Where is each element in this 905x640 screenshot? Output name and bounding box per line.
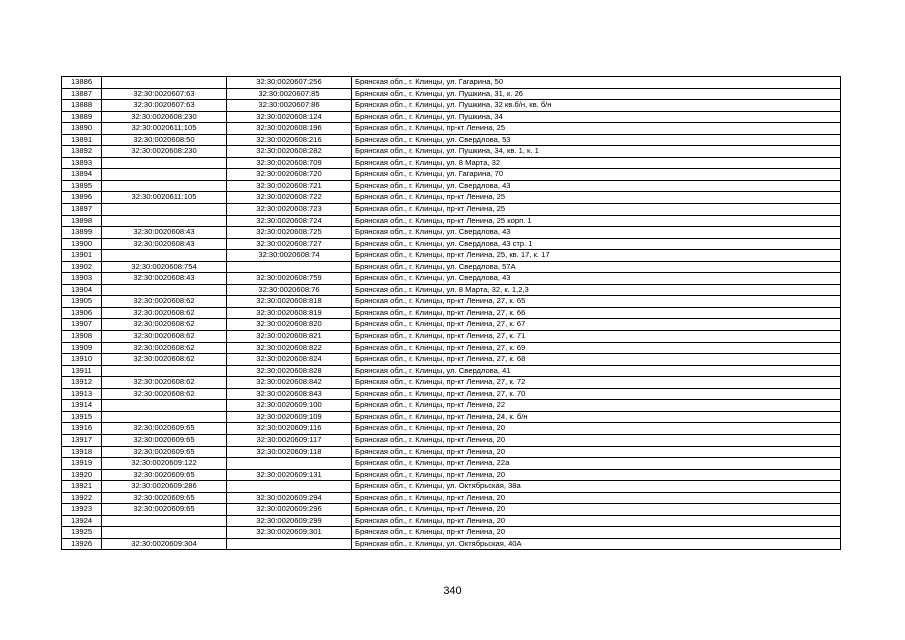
row-number-cell: 13921 xyxy=(62,481,102,493)
cadastral-number-cell xyxy=(227,481,352,493)
table-row xyxy=(62,492,841,504)
table-row xyxy=(62,411,841,423)
row-number-cell: 13926 xyxy=(62,538,102,550)
address-cell: Брянская обл., г. Клинцы, пр-кт Ленина, 20 xyxy=(352,527,841,539)
parent-cadastral-number-cell xyxy=(102,157,227,169)
table-row xyxy=(62,388,841,400)
parent-cadastral-number-cell xyxy=(102,169,227,181)
parent-cadastral-number-cell: 32:30:0020608:62 xyxy=(102,307,227,319)
table-row xyxy=(62,227,841,239)
row-number-cell: 13899 xyxy=(62,227,102,239)
parent-cadastral-number-cell xyxy=(102,204,227,216)
address-cell: Брянская обл., г. Клинцы, пр-кт Ленина, 27, к. 65 xyxy=(352,296,841,308)
parent-cadastral-number-cell: 32:30:0020609:65 xyxy=(102,469,227,481)
cadastral-number-cell: 32:30:0020608:843 xyxy=(227,388,352,400)
table-row xyxy=(62,296,841,308)
address-cell: Брянская обл., г. Клинцы, пр-кт Ленина, 25 xyxy=(352,192,841,204)
table-row xyxy=(62,538,841,550)
row-number-cell: 13894 xyxy=(62,169,102,181)
row-number-cell: 13907 xyxy=(62,319,102,331)
address-cell: Брянская обл., г. Клинцы, ул. Свердлова, 43 xyxy=(352,227,841,239)
table-row xyxy=(62,77,841,89)
cadastral-number-cell: 32:30:0020609:294 xyxy=(227,492,352,504)
row-number-cell: 13914 xyxy=(62,400,102,412)
cadastral-number-cell: 32:30:0020609:118 xyxy=(227,446,352,458)
row-number-cell: 13896 xyxy=(62,192,102,204)
table-row xyxy=(62,261,841,273)
row-number-cell: 13890 xyxy=(62,123,102,135)
row-number-cell: 13888 xyxy=(62,100,102,112)
cadastral-number-cell: 32:30:0020608:76 xyxy=(227,284,352,296)
parent-cadastral-number-cell xyxy=(102,180,227,192)
cadastral-number-cell: 32:30:0020607:85 xyxy=(227,88,352,100)
cadastral-number-cell: 32:30:0020608:124 xyxy=(227,111,352,123)
cadastral-number-cell: 32:30:0020608:725 xyxy=(227,227,352,239)
table-row xyxy=(62,157,841,169)
table-row xyxy=(62,192,841,204)
cadastral-number-cell: 32:30:0020608:723 xyxy=(227,204,352,216)
row-number-cell: 13898 xyxy=(62,215,102,227)
address-cell: Брянская обл., г. Клинцы, ул. Пушкина, 32 кв.б/н, кв. б/н xyxy=(352,100,841,112)
address-cell: Брянская обл., г. Клинцы, пр-кт Ленина, 27, к. 68 xyxy=(352,354,841,366)
address-cell: Брянская обл., г. Клинцы, ул. Пушкина, 31, к. 26 xyxy=(352,88,841,100)
cadastral-number-cell: 32:30:0020609:100 xyxy=(227,400,352,412)
cadastral-number-cell: 32:30:0020608:282 xyxy=(227,146,352,158)
row-number-cell: 13903 xyxy=(62,273,102,285)
cadastral-number-cell: 32:30:0020608:822 xyxy=(227,342,352,354)
table-row xyxy=(62,504,841,516)
table-row xyxy=(62,180,841,192)
address-cell: Брянская обл., г. Клинцы, ул. Пушкина, 34, кв. 1, к. 1 xyxy=(352,146,841,158)
row-number-cell: 13915 xyxy=(62,411,102,423)
table-row xyxy=(62,215,841,227)
parent-cadastral-number-cell xyxy=(102,77,227,89)
table-row xyxy=(62,377,841,389)
cadastral-number-cell: 32:30:0020608:727 xyxy=(227,238,352,250)
table-row xyxy=(62,88,841,100)
row-number-cell: 13892 xyxy=(62,146,102,158)
parent-cadastral-number-cell: 32:30:0020607:63 xyxy=(102,100,227,112)
address-cell: Брянская обл., г. Клинцы, ул. Свердлова, 41 xyxy=(352,365,841,377)
row-number-cell: 13893 xyxy=(62,157,102,169)
row-number-cell: 13913 xyxy=(62,388,102,400)
row-number-cell: 13911 xyxy=(62,365,102,377)
parent-cadastral-number-cell: 32:30:0020609:65 xyxy=(102,492,227,504)
row-number-cell: 13917 xyxy=(62,434,102,446)
row-number-cell: 13912 xyxy=(62,377,102,389)
address-cell: Брянская обл., г. Клинцы, пр-кт Ленина, 27, к. 69 xyxy=(352,342,841,354)
cadastral-number-cell: 32:30:0020609:299 xyxy=(227,515,352,527)
parent-cadastral-number-cell: 32:30:0020611:105 xyxy=(102,192,227,204)
table-row xyxy=(62,273,841,285)
cadastral-number-cell: 32:30:0020608:721 xyxy=(227,180,352,192)
parent-cadastral-number-cell: 32:30:0020608:62 xyxy=(102,296,227,308)
row-number-cell: 13918 xyxy=(62,446,102,458)
row-number-cell: 13925 xyxy=(62,527,102,539)
row-number-cell: 13902 xyxy=(62,261,102,273)
parent-cadastral-number-cell: 32:30:0020609:286 xyxy=(102,481,227,493)
cadastral-number-cell: 32:30:0020608:828 xyxy=(227,365,352,377)
address-cell: Брянская обл., г. Клинцы, ул. Свердлова, 43 xyxy=(352,180,841,192)
address-cell: Брянская обл., г. Клинцы, пр-кт Ленина, 20 xyxy=(352,515,841,527)
address-cell: Брянская обл., г. Клинцы, пр-кт Ленина, 27, к. 67 xyxy=(352,319,841,331)
cadastral-number-cell: 32:30:0020608:759 xyxy=(227,273,352,285)
address-cell: Брянская обл., г. Клинцы, пр-кт Ленина, 22 xyxy=(352,400,841,412)
cadastral-table xyxy=(61,76,841,550)
table-row xyxy=(62,307,841,319)
table-row xyxy=(62,481,841,493)
row-number-cell: 13904 xyxy=(62,284,102,296)
parent-cadastral-number-cell: 32:30:0020608:43 xyxy=(102,273,227,285)
row-number-cell: 13922 xyxy=(62,492,102,504)
parent-cadastral-number-cell: 32:30:0020609:122 xyxy=(102,458,227,470)
parent-cadastral-number-cell: 32:30:0020608:50 xyxy=(102,134,227,146)
parent-cadastral-number-cell: 32:30:0020608:62 xyxy=(102,331,227,343)
parent-cadastral-number-cell: 32:30:0020611:105 xyxy=(102,123,227,135)
cadastral-number-cell: 32:30:0020609:301 xyxy=(227,527,352,539)
address-cell: Брянская обл., г. Клинцы, пр-кт Ленина, 25 xyxy=(352,123,841,135)
address-cell: Брянская обл., г. Клинцы, пр-кт Ленина, 20 xyxy=(352,469,841,481)
table-row xyxy=(62,400,841,412)
row-number-cell: 13923 xyxy=(62,504,102,516)
parent-cadastral-number-cell: 32:30:0020608:62 xyxy=(102,319,227,331)
address-cell: Брянская обл., г. Клинцы, пр-кт Ленина, 20 xyxy=(352,423,841,435)
address-cell: Брянская обл., г. Клинцы, ул. Свердлова, 53 xyxy=(352,134,841,146)
address-cell: Брянская обл., г. Клинцы, ул. 8 Марта, 32 xyxy=(352,157,841,169)
parent-cadastral-number-cell xyxy=(102,215,227,227)
address-cell: Брянская обл., г. Клинцы, ул. Октябрьская, 40А xyxy=(352,538,841,550)
row-number-cell: 13887 xyxy=(62,88,102,100)
address-cell: Брянская обл., г. Клинцы, пр-кт Ленина, 25 xyxy=(352,204,841,216)
table-row xyxy=(62,527,841,539)
address-cell: Брянская обл., г. Клинцы, пр-кт Ленина, 24, к. б/н xyxy=(352,411,841,423)
parent-cadastral-number-cell: 32:30:0020608:43 xyxy=(102,227,227,239)
parent-cadastral-number-cell: 32:30:0020608:754 xyxy=(102,261,227,273)
parent-cadastral-number-cell: 32:30:0020608:43 xyxy=(102,238,227,250)
cadastral-table-body xyxy=(62,77,841,550)
address-cell: Брянская обл., г. Клинцы, пр-кт Ленина, 20 xyxy=(352,434,841,446)
row-number-cell: 13900 xyxy=(62,238,102,250)
table-row xyxy=(62,469,841,481)
table-row xyxy=(62,354,841,366)
parent-cadastral-number-cell xyxy=(102,250,227,262)
parent-cadastral-number-cell: 32:30:0020609:65 xyxy=(102,434,227,446)
parent-cadastral-number-cell xyxy=(102,365,227,377)
cadastral-number-cell: 32:30:0020608:842 xyxy=(227,377,352,389)
cadastral-number-cell: 32:30:0020608:819 xyxy=(227,307,352,319)
address-cell: Брянская обл., г. Клинцы, пр-кт Ленина, 20 xyxy=(352,446,841,458)
parent-cadastral-number-cell: 32:30:0020609:65 xyxy=(102,446,227,458)
table-row xyxy=(62,111,841,123)
cadastral-number-cell: 32:30:0020608:709 xyxy=(227,157,352,169)
table-row xyxy=(62,284,841,296)
address-cell: Брянская обл., г. Клинцы, ул. Гагарина, 50 xyxy=(352,77,841,89)
address-cell: Брянская обл., г. Клинцы, пр-кт Ленина, 20 xyxy=(352,504,841,516)
cadastral-number-cell xyxy=(227,458,352,470)
address-cell: Брянская обл., г. Клинцы, ул. Октябрьская, 38а xyxy=(352,481,841,493)
parent-cadastral-number-cell: 32:30:0020607:63 xyxy=(102,88,227,100)
row-number-cell: 13924 xyxy=(62,515,102,527)
address-cell: Брянская обл., г. Клинцы, пр-кт Ленина, 22а xyxy=(352,458,841,470)
cadastral-number-cell: 32:30:0020608:74 xyxy=(227,250,352,262)
row-number-cell: 13895 xyxy=(62,180,102,192)
cadastral-number-cell: 32:30:0020609:296 xyxy=(227,504,352,516)
address-cell: Брянская обл., г. Клинцы, ул. Свердлова, 43 стр. 1 xyxy=(352,238,841,250)
table-row xyxy=(62,123,841,135)
parent-cadastral-number-cell: 32:30:0020608:62 xyxy=(102,388,227,400)
address-cell: Брянская обл., г. Клинцы, пр-кт Ленина, 27, к. 72 xyxy=(352,377,841,389)
address-cell: Брянская обл., г. Клинцы, ул. Гагарина, 70 xyxy=(352,169,841,181)
parent-cadastral-number-cell: 32:30:0020608:62 xyxy=(102,354,227,366)
table-row xyxy=(62,331,841,343)
address-cell: Брянская обл., г. Клинцы, пр-кт Ленина, 27, к. 66 xyxy=(352,307,841,319)
cadastral-number-cell: 32:30:0020608:824 xyxy=(227,354,352,366)
address-cell: Брянская обл., г. Клинцы, ул. Свердлова, 57А xyxy=(352,261,841,273)
table-row xyxy=(62,204,841,216)
table-row xyxy=(62,250,841,262)
row-number-cell: 13909 xyxy=(62,342,102,354)
cadastral-number-cell: 32:30:0020608:720 xyxy=(227,169,352,181)
cadastral-number-cell: 32:30:0020608:820 xyxy=(227,319,352,331)
address-cell: Брянская обл., г. Клинцы, пр-кт Ленина, 27, к. 71 xyxy=(352,331,841,343)
cadastral-number-cell: 32:30:0020608:724 xyxy=(227,215,352,227)
row-number-cell: 13891 xyxy=(62,134,102,146)
address-cell: Брянская обл., г. Клинцы, пр-кт Ленина, 27, к. 70 xyxy=(352,388,841,400)
address-cell: Брянская обл., г. Клинцы, ул. Пушкина, 34 xyxy=(352,111,841,123)
row-number-cell: 13901 xyxy=(62,250,102,262)
parent-cadastral-number-cell: 32:30:0020608:62 xyxy=(102,342,227,354)
parent-cadastral-number-cell xyxy=(102,411,227,423)
row-number-cell: 13897 xyxy=(62,204,102,216)
address-cell: Брянская обл., г. Клинцы, пр-кт Ленина, 25, кв. 17, к. 17 xyxy=(352,250,841,262)
parent-cadastral-number-cell: 32:30:0020608:62 xyxy=(102,377,227,389)
parent-cadastral-number-cell xyxy=(102,284,227,296)
parent-cadastral-number-cell: 32:30:0020608:230 xyxy=(102,146,227,158)
row-number-cell: 13889 xyxy=(62,111,102,123)
table-row xyxy=(62,238,841,250)
parent-cadastral-number-cell xyxy=(102,527,227,539)
parent-cadastral-number-cell xyxy=(102,515,227,527)
cadastral-number-cell xyxy=(227,538,352,550)
cadastral-number-cell: 32:30:0020608:196 xyxy=(227,123,352,135)
table-row xyxy=(62,342,841,354)
cadastral-number-cell xyxy=(227,261,352,273)
table-row xyxy=(62,146,841,158)
row-number-cell: 13905 xyxy=(62,296,102,308)
row-number-cell: 13919 xyxy=(62,458,102,470)
cadastral-number-cell: 32:30:0020608:722 xyxy=(227,192,352,204)
cadastral-number-cell: 32:30:0020608:818 xyxy=(227,296,352,308)
table-row xyxy=(62,458,841,470)
table-row xyxy=(62,446,841,458)
cadastral-number-cell: 32:30:0020609:116 xyxy=(227,423,352,435)
address-cell: Брянская обл., г. Клинцы, пр-кт Ленина, 20 xyxy=(352,492,841,504)
address-cell: Брянская обл., г. Клинцы, пр-кт Ленина, 25 корп. 1 xyxy=(352,215,841,227)
table-row xyxy=(62,319,841,331)
table-row xyxy=(62,423,841,435)
cadastral-number-cell: 32:30:0020607:86 xyxy=(227,100,352,112)
table-row xyxy=(62,365,841,377)
page-number: 340 xyxy=(443,585,462,597)
parent-cadastral-number-cell: 32:30:0020608:230 xyxy=(102,111,227,123)
cadastral-number-cell: 32:30:0020609:117 xyxy=(227,434,352,446)
row-number-cell: 13916 xyxy=(62,423,102,435)
cadastral-number-cell: 32:30:0020608:216 xyxy=(227,134,352,146)
parent-cadastral-number-cell: 32:30:0020609:304 xyxy=(102,538,227,550)
address-cell: Брянская обл., г. Клинцы, ул. 8 Марта, 32, к. 1,2,3 xyxy=(352,284,841,296)
table-row xyxy=(62,169,841,181)
row-number-cell: 13920 xyxy=(62,469,102,481)
row-number-cell: 13886 xyxy=(62,77,102,89)
table-row xyxy=(62,134,841,146)
row-number-cell: 13910 xyxy=(62,354,102,366)
table-row xyxy=(62,434,841,446)
cadastral-number-cell: 32:30:0020609:109 xyxy=(227,411,352,423)
parent-cadastral-number-cell: 32:30:0020609:65 xyxy=(102,504,227,516)
address-cell: Брянская обл., г. Клинцы, ул. Свердлова, 43 xyxy=(352,273,841,285)
parent-cadastral-number-cell: 32:30:0020609:65 xyxy=(102,423,227,435)
cadastral-number-cell: 32:30:0020607:256 xyxy=(227,77,352,89)
parent-cadastral-number-cell xyxy=(102,400,227,412)
cadastral-number-cell: 32:30:0020609:131 xyxy=(227,469,352,481)
row-number-cell: 13908 xyxy=(62,331,102,343)
table-row xyxy=(62,100,841,112)
table-row xyxy=(62,515,841,527)
cadastral-number-cell: 32:30:0020608:821 xyxy=(227,331,352,343)
row-number-cell: 13906 xyxy=(62,307,102,319)
